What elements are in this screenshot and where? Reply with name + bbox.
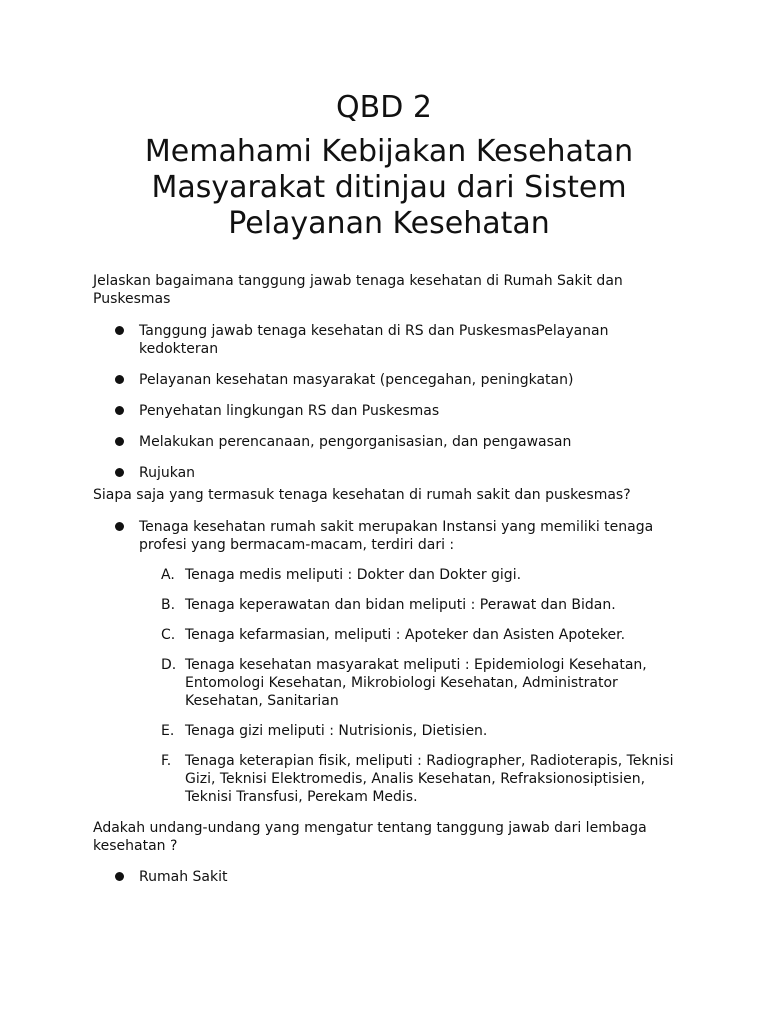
question-text: Siapa saja yang termasuk tenaga kesehatan di rumah sakit dan puskesmas? bbox=[93, 487, 631, 503]
bullet-list bbox=[93, 518, 683, 554]
bullet-icon bbox=[115, 522, 124, 531]
list-item-text: Tenaga gizi meliputi : Nutrisionis, Dietisien. bbox=[185, 723, 488, 739]
document-title: QBD 2 bbox=[336, 90, 432, 125]
bullet-text: Rujukan bbox=[139, 465, 196, 481]
list-marker: B. bbox=[161, 597, 176, 613]
list-marker: F. bbox=[161, 753, 172, 769]
bullet-icon bbox=[115, 872, 124, 881]
bullet-item bbox=[93, 322, 683, 358]
question-text: Jelaskan bagaimana tanggung jawab tenaga kesehatan di Rumah Sakit dan Puskesmas bbox=[93, 273, 623, 307]
list-item-text: Tenaga keterapian fisik, meliputi : Radiographer, Radioterapis, Teknisi Gizi, Teknisi Elektromedis, Analis Kesehatan, Refraksionosiptisien, Teknisi Transfusi, Perekam Medis. bbox=[185, 753, 674, 805]
bullet-text: Melakukan perencanaan, pengorganisasian, dan pengawasan bbox=[139, 434, 572, 450]
bullet-text: Penyehatan lingkungan RS dan Puskesmas bbox=[139, 403, 440, 419]
alpha-list bbox=[93, 566, 683, 806]
question-text: Adakah undang-undang yang mengatur tentang tanggung jawab dari lembaga kesehatan ? bbox=[93, 820, 647, 854]
list-item bbox=[93, 656, 683, 710]
list-marker: E. bbox=[161, 723, 175, 739]
bullet-item bbox=[93, 371, 683, 389]
document-body bbox=[93, 272, 683, 886]
list-item-text: Tenaga medis meliputi : Dokter dan Dokter gigi. bbox=[185, 567, 522, 583]
list-marker: C. bbox=[161, 627, 176, 643]
bullet-text: Tenaga kesehatan rumah sakit merupakan Instansi yang memiliki tenaga profesi yang bermacam-macam, terdiri dari : bbox=[139, 519, 654, 553]
bullet-item bbox=[93, 433, 683, 451]
bullet-item bbox=[93, 518, 683, 554]
bullet-icon bbox=[115, 326, 124, 335]
list-item-text: Tenaga kefarmasian, meliputi : Apoteker dan Asisten Apoteker. bbox=[185, 627, 626, 643]
list-item bbox=[93, 566, 683, 584]
bullet-list bbox=[93, 868, 683, 886]
bullet-list bbox=[93, 322, 683, 482]
bullet-icon bbox=[115, 406, 124, 415]
bullet-text: Tanggung jawab tenaga kesehatan di RS dan PuskesmasPelayanan kedokteran bbox=[139, 323, 609, 357]
list-item-text: Tenaga keperawatan dan bidan meliputi : Perawat dan Bidan. bbox=[185, 597, 616, 613]
list-item bbox=[93, 626, 683, 644]
list-item-text: Tenaga kesehatan masyarakat meliputi : Epidemiologi Kesehatan, Entomologi Kesehatan, Mikrobiologi Kesehatan, Administrator Kesehatan, Sanitarian bbox=[185, 657, 647, 709]
bullet-item bbox=[93, 402, 683, 420]
bullet-text: Rumah Sakit bbox=[139, 869, 228, 885]
list-marker: A. bbox=[161, 567, 175, 583]
bullet-icon bbox=[115, 437, 124, 446]
bullet-icon bbox=[115, 375, 124, 384]
bullet-text: Pelayanan kesehatan masyarakat (pencegahan, peningkatan) bbox=[139, 372, 574, 388]
list-item bbox=[93, 752, 683, 806]
list-marker: D. bbox=[161, 657, 177, 673]
list-item bbox=[93, 596, 683, 614]
bullet-icon bbox=[115, 468, 124, 477]
list-item bbox=[93, 722, 683, 740]
bullet-item bbox=[93, 464, 683, 482]
bullet-item bbox=[93, 868, 683, 886]
document-subtitle: Memahami Kebijakan Kesehatan Masyarakat ditinjau dari Sistem Pelayanan Kesehatan bbox=[144, 134, 634, 241]
